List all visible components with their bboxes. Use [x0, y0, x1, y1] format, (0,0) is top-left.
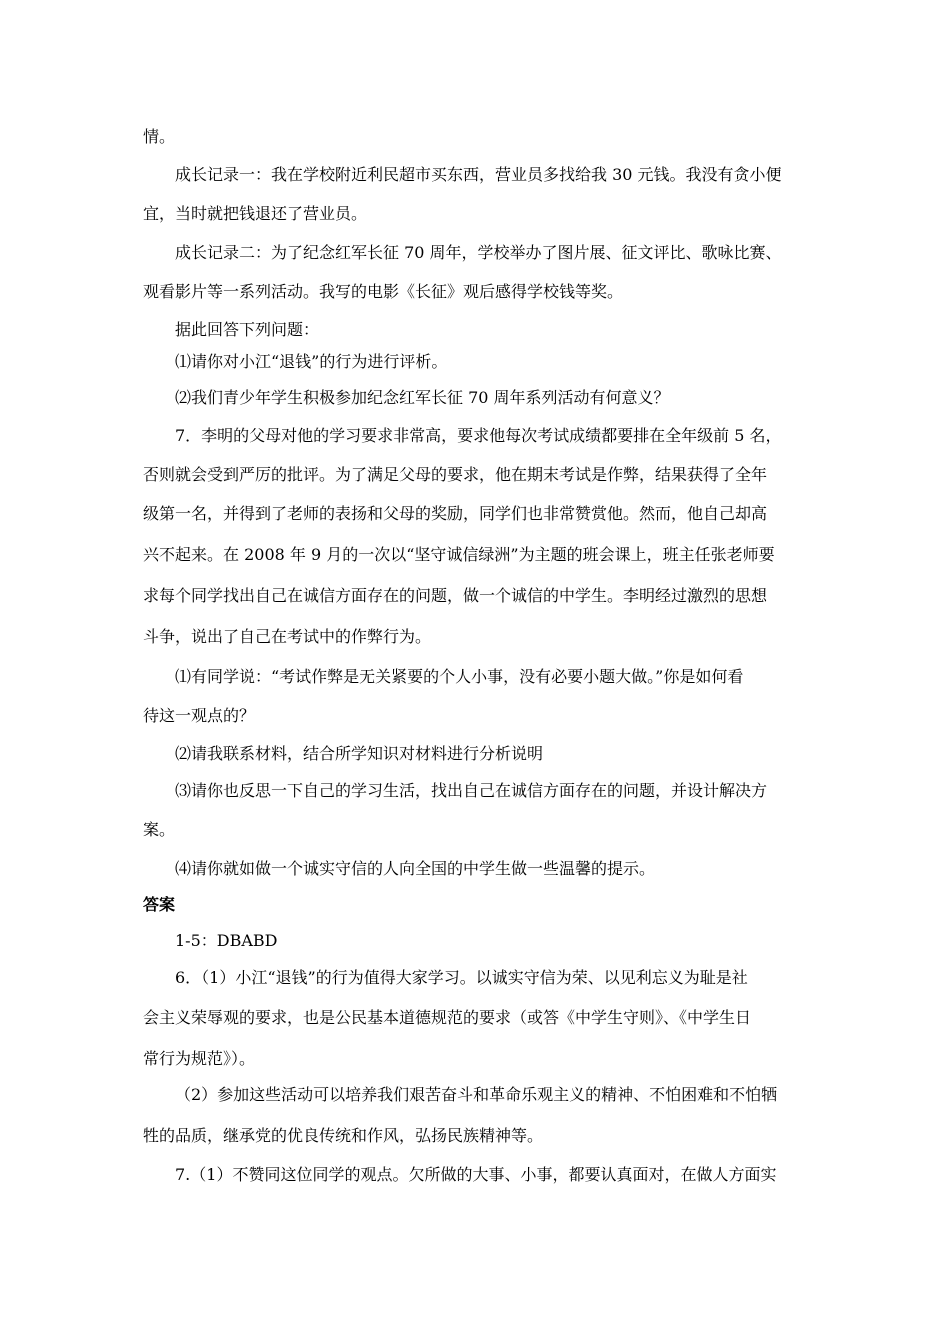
paragraph-line: 案。: [143, 820, 176, 839]
question-item: ⑴有同学说：“考试作弊是无关紧要的个人小事，没有必要小题大做。”你是如何看: [175, 667, 744, 686]
paragraph-line: 斗争，说出了自己在考试中的作弊行为。: [143, 627, 432, 646]
paragraph-line: 否则就会受到严厉的批评。为了满足父母的要求，他在期末考试是作弊，结果获得了全年: [143, 465, 768, 484]
paragraph-line: 级第一名，并得到了老师的表扬和父母的奖励，同学们也非常赞赏他。然而，他自己却高: [143, 504, 768, 523]
paragraph-line: 7．李明的父母对他的学习要求非常高，要求他每次考试成绩都要排在全年级前 5 名，: [175, 426, 782, 445]
answer-line: 1-5：DBABD: [175, 931, 278, 950]
answer-line: 会主义荣辱观的要求，也是公民基本道德规范的要求（或答《中学生守则》、《中学生日: [143, 1008, 752, 1027]
question-item: ⑴请你对小江“退钱”的行为进行评析。: [175, 352, 448, 371]
paragraph-line: 成长记录一：我在学校附近利民超市买东西，营业员多找给我 30 元钱。我没有贪小便: [175, 165, 782, 184]
question-item: ⑶请你也反思一下自己的学习生活，找出自己在诚信方面存在的问题，并设计解决方: [175, 781, 768, 800]
paragraph-line: 兴不起来。在 2008 年 9 月的一次以“坚守诚信绿洲”为主题的班会课上，班主任张老师要: [143, 545, 775, 564]
paragraph-line: 宜，当时就把钱退还了营业员。: [143, 204, 368, 223]
answer-heading: 答案: [143, 895, 176, 914]
paragraph-line: 情。: [143, 127, 176, 146]
answer-line: 7.（1）不赞同这位同学的观点。欠所做的大事、小事，都要认真面对，在做人方面实: [175, 1165, 777, 1184]
paragraph-line: 观看影片等一系列活动。我写的电影《长征》观后感得学校钱等奖。: [143, 282, 624, 301]
question-item: ⑵请我联系材料，结合所学知识对材料进行分析说明: [175, 744, 544, 763]
paragraph-line: 待这一观点的？: [143, 706, 256, 725]
paragraph-line: 据此回答下列问题：: [175, 320, 320, 339]
answer-line: 牲的品质，继承党的优良传统和作风，弘扬民族精神等。: [143, 1126, 544, 1145]
paragraph-line: 求每个同学找出自己在诚信方面存在的问题，做一个诚信的中学生。李明经过激烈的思想: [143, 586, 768, 605]
question-item: ⑵我们青少年学生积极参加纪念红军长征 70 周年系列活动有何意义？: [175, 388, 670, 407]
answer-line: 常行为规范》）。: [143, 1049, 256, 1068]
question-item: ⑷请你就如做一个诚实守信的人向全国的中学生做一些温馨的提示。: [175, 859, 656, 878]
answer-line: （2）参加这些活动可以培养我们艰苦奋斗和革命乐观主义的精神、不怕困难和不怕牺: [175, 1085, 778, 1104]
answer-line: 6．（1）小江“退钱”的行为值得大家学习。以诚实守信为荣、以见利忘义为耻是社: [175, 968, 748, 987]
paragraph-line: 成长记录二：为了纪念红军长征 70 周年，学校举办了图片展、征文评比、歌咏比赛、: [175, 243, 782, 262]
